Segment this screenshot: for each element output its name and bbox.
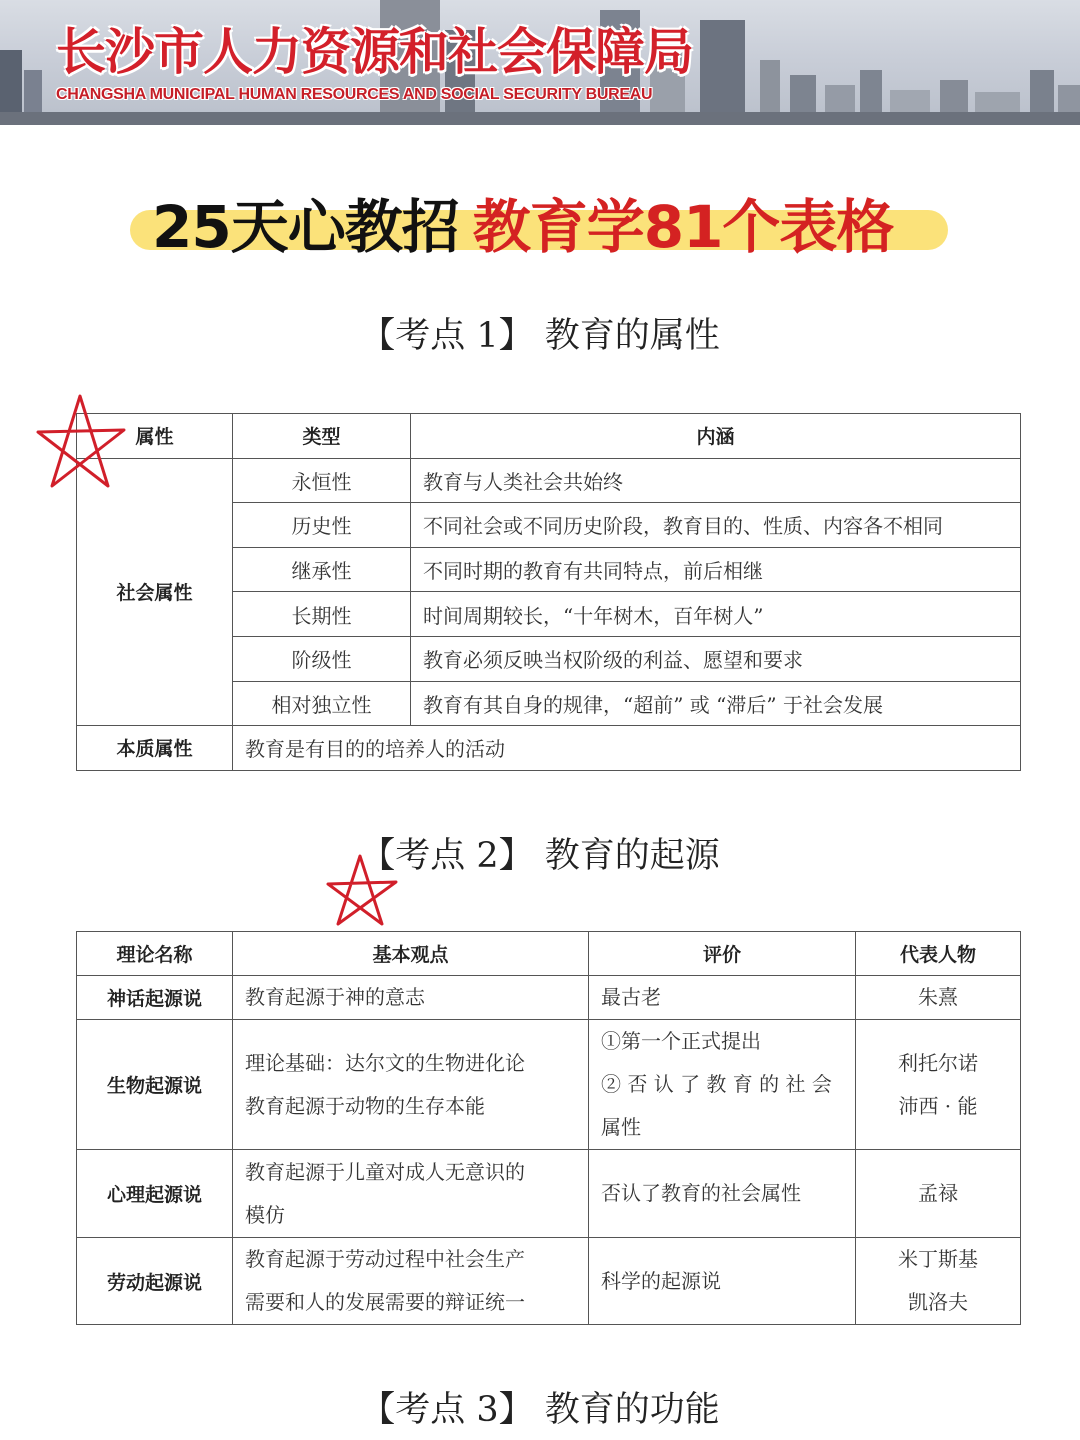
eval-cell — [589, 1150, 856, 1238]
main-title-prefix: 25天心教招 — [152, 193, 459, 261]
table-row — [77, 1150, 1021, 1238]
type-cell: 历史性 — [233, 503, 411, 548]
banner-subtitle: CHANGSHA MUNICIPAL HUMAN RESOURCES AND SOCIAL SECURITY BUREAU — [56, 86, 653, 103]
view-cell — [233, 976, 589, 1020]
view-line: 需要和人的发展需要的辩证统一 — [245, 1290, 525, 1314]
eval-line: ①第一个正式提出 — [601, 1029, 761, 1053]
theory-name-cell: 心理起源说 — [77, 1150, 233, 1238]
table-row — [77, 1020, 1021, 1150]
meaning-cell: 时间周期较长，“十年树木，百年树人” — [411, 592, 1021, 637]
people-line: 朱熹 — [918, 985, 958, 1009]
theory-name-cell: 劳动起源说 — [77, 1238, 233, 1325]
type-cell: 继承性 — [233, 547, 411, 592]
people-line: 利托尔诺 — [898, 1050, 978, 1075]
meaning-cell: 不同时期的教育有共同特点，前后相继 — [411, 547, 1021, 592]
eval-cell — [589, 976, 856, 1020]
table-row — [77, 458, 1021, 503]
people-cell — [856, 1238, 1021, 1325]
view-line: 教育起源于动物的生存本能 — [245, 1093, 485, 1118]
view-cell — [233, 1020, 589, 1150]
table-header-row — [77, 932, 1021, 976]
education-attributes-table — [76, 413, 1021, 771]
view-line: 理论基础：达尔文的生物进化论 — [245, 1050, 525, 1075]
main-title — [152, 180, 893, 264]
column-header: 代表人物 — [856, 932, 1021, 976]
table-row — [77, 726, 1021, 771]
theory-name-cell: 神话起源说 — [77, 976, 233, 1020]
people-line: 孟禄 — [918, 1181, 958, 1205]
type-cell: 相对独立性 — [233, 681, 411, 726]
table-row — [77, 976, 1021, 1020]
column-header: 基本观点 — [233, 932, 589, 976]
education-origin-table — [76, 931, 1021, 1325]
eval-line: ② 否 认 了 教 育 的 社 会 — [601, 1072, 832, 1096]
main-title-highlight: 教育学81个表格 — [472, 193, 894, 261]
meaning-cell: 教育是有目的的培养人的活动 — [233, 726, 1021, 771]
eval-line: 属性 — [601, 1115, 641, 1139]
column-header: 评价 — [589, 932, 856, 976]
column-header: 理论名称 — [77, 932, 233, 976]
meaning-cell: 教育有其自身的规律，“超前” 或 “滞后” 于社会发展 — [411, 681, 1021, 726]
eval-cell — [589, 1020, 856, 1150]
column-header: 内涵 — [411, 414, 1021, 459]
column-header: 属性 — [77, 414, 233, 459]
people-line: 沛西 · 能 — [898, 1093, 978, 1118]
view-line: 教育起源于劳动过程中社会生产 — [245, 1247, 525, 1271]
type-cell: 阶级性 — [233, 636, 411, 681]
banner-title: 长沙市人力资源和社会保障局 — [56, 23, 693, 81]
main-title-block — [130, 180, 950, 260]
view-line: 模仿 — [245, 1202, 285, 1227]
section-heading-2: 【考点 2】 教育的起源 — [360, 836, 720, 876]
group-cell-essence: 本质属性 — [77, 726, 233, 771]
meaning-cell: 教育必须反映当权阶级的利益、愿望和要求 — [411, 636, 1021, 681]
view-line: 教育起源于神的意志 — [245, 985, 425, 1009]
view-cell — [233, 1238, 589, 1325]
column-header: 类型 — [233, 414, 411, 459]
type-cell: 长期性 — [233, 592, 411, 637]
group-cell-social: 社会属性 — [77, 458, 233, 726]
table-header-row — [77, 414, 1021, 459]
meaning-cell: 教育与人类社会共始终 — [411, 458, 1021, 503]
type-cell: 永恒性 — [233, 458, 411, 503]
eval-cell — [589, 1238, 856, 1325]
eval-line: 科学的起源说 — [601, 1268, 721, 1293]
people-line: 米丁斯基 — [898, 1247, 978, 1271]
view-line: 教育起源于儿童对成人无意识的 — [245, 1159, 525, 1184]
people-line: 凯洛夫 — [908, 1290, 968, 1314]
people-cell — [856, 976, 1021, 1020]
eval-line: 否认了教育的社会属性 — [601, 1181, 801, 1205]
section-heading-1: 【考点 1】 教育的属性 — [360, 316, 720, 356]
people-cell — [856, 1150, 1021, 1238]
theory-name-cell: 生物起源说 — [77, 1020, 233, 1150]
table-row — [77, 1238, 1021, 1325]
view-cell — [233, 1150, 589, 1238]
section-heading-3: 【考点 3】 教育的功能 — [360, 1390, 720, 1430]
people-cell — [856, 1020, 1021, 1150]
meaning-cell: 不同社会或不同历史阶段，教育目的、性质、内容各不相同 — [411, 503, 1021, 548]
header-banner — [0, 0, 1080, 125]
eval-line: 最古老 — [601, 985, 661, 1009]
